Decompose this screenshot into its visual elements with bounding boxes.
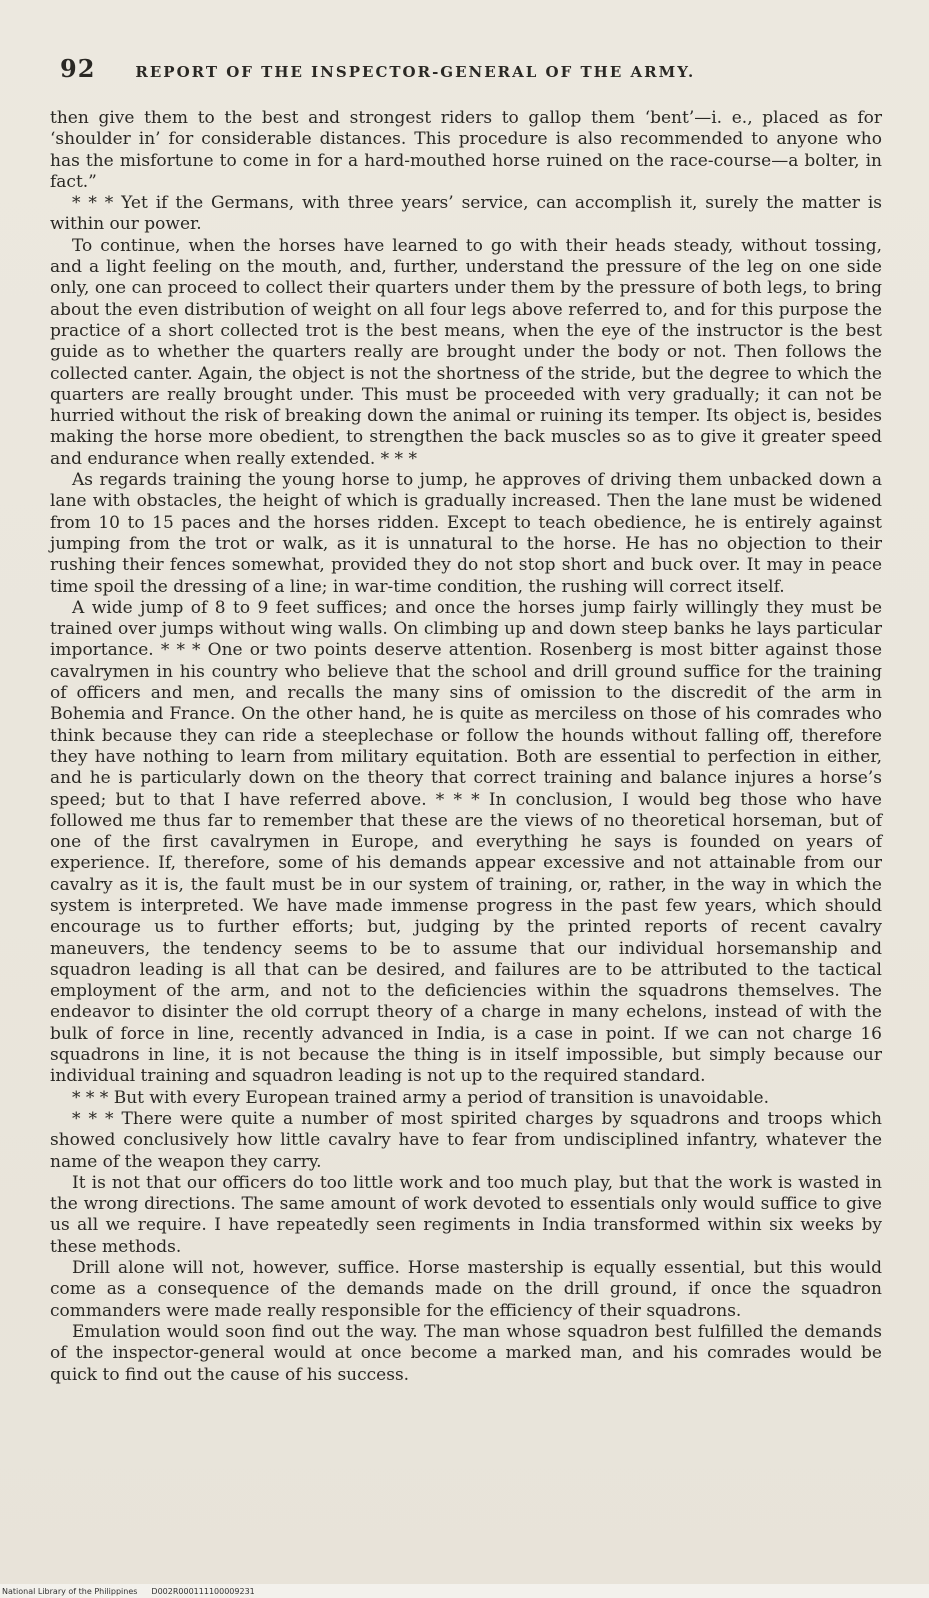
paragraph: * * * There were quite a number of most spirited charges by squadrons and troops which showed conclusively how little cavalry have to fear from undisciplined infantry, whatever the name of the weapon they carry.: [50, 1108, 882, 1172]
library-name: National Library of the Philippines: [2, 1586, 138, 1596]
scan-footer: [0, 1584, 929, 1598]
paragraph: To continue, when the horses have learned to go with their heads steady, without tossing, and a light feeling on the mouth, and, further, understand the pressure of the leg on one side only, one can proceed to collect their quarters under them by the pressure of both legs, to bring about the even distribution of weight on all four legs above referred to, and for this purpose the practice of a short collected trot is the best means, when the eye of the instructor is the best guide as to whether the quarters really are brought under the body or not. Then follows the collected canter. Again, the object is not the shortness of the stride, but the degree to which the quarters are really brought under. This must be proceeded with very gradually; it can not be hurried without the risk of breaking down the animal or ruining its temper. Its object is, besides making the horse more obedient, to strengthen the back muscles so as to give it greater speed and endurance when really extended. * * *: [50, 235, 882, 469]
paragraph: * * * But with every European trained army a period of transition is unavoidable.: [72, 1087, 770, 1108]
paragraph: It is not that our officers do too little work and too much play, but that the work is wasted in the wrong directions. The same amount of work devoted to essentials only would suffice to give us all we require. I have repeatedly seen regiments in India transformed within six weeks by these methods.: [50, 1172, 882, 1257]
paragraph: Emulation would soon find out the way. The man whose squadron best fulfilled the demands of the inspector-general would at once become a marked man, and his comrades would be quick to find out the cause of his success.: [50, 1321, 882, 1385]
body-text: [50, 108, 882, 1386]
page-number: 92: [60, 54, 96, 83]
page-header: [60, 54, 840, 83]
paragraph: * * * Yet if the Germans, with three years’ service, can accomplish it, surely the matter is within our power.: [50, 193, 882, 235]
paragraph: then give them to the best and strongest riders to gallop them ‘bent’—i. e., placed as for ‘shoulder in’ for considerable distances. This procedure is also recommended to anyone who has the misfortune to come in for a hard-mouthed horse ruined on the race-course—a bolter, in fact.”: [50, 108, 882, 192]
running-head: REPORT OF THE INSPECTOR-GENERAL OF THE ARMY.: [135, 63, 696, 81]
paragraph: Drill alone will not, however, suffice. Horse mastership is equally essential, but this would come as a consequence of the demands made on the drill ground, if once the squadron commanders were made really responsible for the efficiency of their squadrons.: [50, 1258, 882, 1321]
paragraph: As regards training the young horse to jump, he approves of driving them unbacked down a lane with obstacles, the height of which is gradually increased. Then the lane must be widened from 10 to 15 paces and the horses ridden. Except to teach obedience, he is entirely against jumping from the trot or walk, as it is unnatural to the horse. He has no objection to their rushing their fences somewhat, provided they do not stop short and buck over. It may in peace time spoil the dressing of a line; in war-time condition, the rushing will correct itself.: [50, 470, 882, 597]
scan-code: D002R000111100009231: [151, 1586, 255, 1596]
paragraph: A wide jump of 8 to 9 feet suffices; and once the horses jump fairly willingly they must be trained over jumps without wing walls. On climbing up and down steep banks he lays particular importance. * * * One or two points deserve attention. Rosenberg is most bitter against those cavalrymen in his country who believe that the school and drill ground suffice for the training of officers and men, and recalls the many sins of omission to the discredit of the arm in Bohemia and France. On the other hand, he is quite as merciless on those of his comrades who think because they can ride a steeplechase or follow the hounds without falling off, therefore they have nothing to learn from military equitation. Both are essential to perfection in either, and he is particularly down on the theory that correct training and balance injures a horse’s speed; but to that I have referred above. * * * In conclusion, I would beg those who have followed me thus far to remember that these are the views of no theoretical horseman, but of one of the first cavalrymen in Europe, and everything he says is founded on years of experience. If, therefore, some of his demands appear excessive and not attainable from our cavalry as it is, the fault must be in our system of training, or, rather, in the way in which the system is interpreted. We have made immense progress in the past few years, which should encourage us to further efforts; but, judging by the printed reports of recent cavalry maneuvers, the tendency seems to be to assume that our individual horsemanship and squadron leading is all that can be desired, and failures are to be attributed to the tactical employment of the arm, and not to the deficiencies within the squadrons themselves. The endeavor to disinter the old corrupt theory of a charge in many echelons, instead of with the bulk of force in line, recently advanced in India, is a case in point. If we can not charge 16 squadrons in line, it is not because the thing is in itself impossible, but simply because our individual training and squadron leading is not up to the required standard.: [50, 597, 882, 1087]
